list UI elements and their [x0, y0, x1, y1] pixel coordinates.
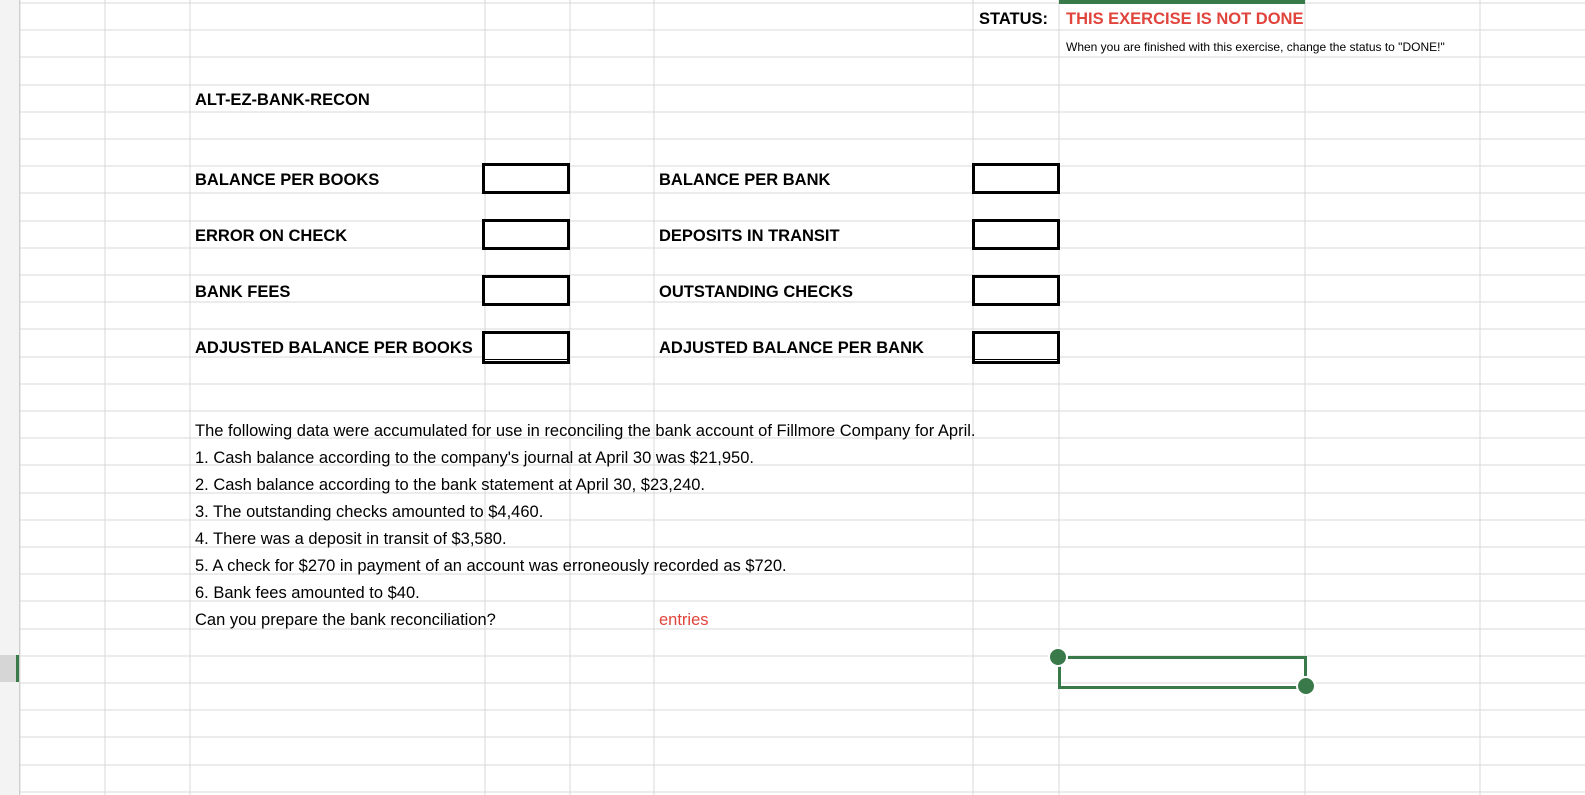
problem-intro: The following data were accumulated for use in reconciling the bank account of Fillmore Company for April.: [195, 422, 976, 440]
balance-per-books-input[interactable]: [482, 163, 570, 194]
adjusted-balance-books-label: ADJUSTED BALANCE PER BOOKS: [195, 339, 473, 357]
adjusted-balance-bank-label: ADJUSTED BALANCE PER BANK: [659, 339, 924, 357]
status-label: STATUS:: [979, 10, 1049, 28]
problem-item: 6. Bank fees amounted to $40.: [195, 584, 420, 602]
problem-item: 1. Cash balance according to the company's journal at April 30 was $21,950.: [195, 449, 754, 467]
active-column-indicator: [1059, 0, 1305, 4]
selected-cell-range[interactable]: [1058, 656, 1307, 689]
balance-per-books-label: BALANCE PER BOOKS: [195, 171, 380, 189]
balance-per-bank-label: BALANCE PER BANK: [659, 171, 831, 189]
problem-item: 3. The outstanding checks amounted to $4,460.: [195, 503, 544, 521]
status-instruction: When you are finished with this exercise, change the status to "DONE!": [1066, 40, 1445, 54]
deposits-in-transit-input[interactable]: [972, 219, 1060, 250]
selected-row-header[interactable]: [0, 655, 19, 682]
problem-question: Can you prepare the bank reconciliation?: [195, 611, 496, 629]
entries-link[interactable]: entries: [659, 611, 709, 629]
problem-item: 4. There was a deposit in transit of $3,580.: [195, 530, 507, 548]
balance-per-bank-input[interactable]: [972, 163, 1060, 194]
problem-item: 2. Cash balance according to the bank statement at April 30, $23,240.: [195, 476, 706, 494]
problem-item: 5. A check for $270 in payment of an account was erroneously recorded as $720.: [195, 557, 787, 575]
selection-start-handle[interactable]: [1048, 647, 1068, 667]
bank-fees-input[interactable]: [482, 275, 570, 306]
adjusted-balance-bank-input[interactable]: [972, 331, 1060, 364]
error-on-check-input[interactable]: [482, 219, 570, 250]
sheet-title: ALT-EZ-BANK-RECON: [195, 91, 370, 109]
outstanding-checks-input[interactable]: [972, 275, 1060, 306]
deposits-in-transit-label: DEPOSITS IN TRANSIT: [659, 227, 840, 245]
bank-fees-label: BANK FEES: [195, 283, 291, 301]
error-on-check-label: ERROR ON CHECK: [195, 227, 348, 245]
outstanding-checks-label: OUTSTANDING CHECKS: [659, 283, 854, 301]
status-value[interactable]: THIS EXERCISE IS NOT DONE: [1066, 10, 1304, 28]
selection-end-handle[interactable]: [1296, 676, 1316, 696]
adjusted-balance-books-input[interactable]: [482, 331, 570, 364]
